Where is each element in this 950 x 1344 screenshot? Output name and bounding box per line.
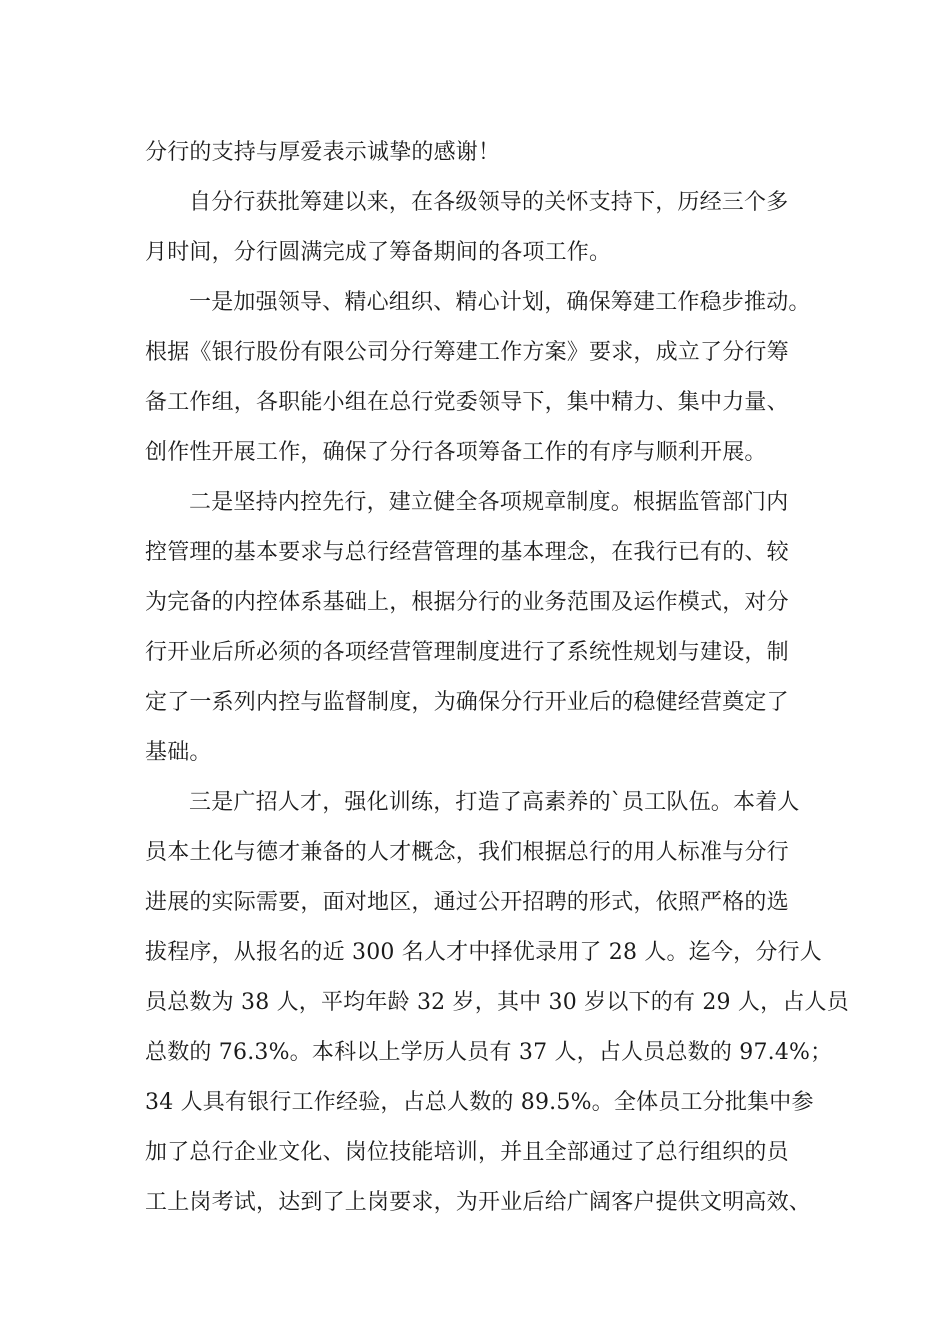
text-line: 控管理的基本要求与总行经营管理的基本理念，在我行已有的、较 [145,540,789,565]
text-line: 月时间，分行圆满完成了筹备期间的各项工作。 [145,240,612,265]
text-line: 二是坚持内控先行，建立健全各项规章制度。根据监管部门内 [189,490,789,515]
text-line: 分行的支持与厚爱表示诚挚的感谢！ [145,140,501,165]
text-line: 三是广招人才，强化训练，打造了高素养的`员工队伍。本着人 [189,790,800,815]
text-line: 员本土化与德才兼备的人才概念，我们根据总行的用人标准与分行 [145,840,789,865]
text-line: 创作性开展工作，确保了分行各项筹备工作的有序与顺利开展。 [145,440,767,465]
text-line: 基础。 [145,740,212,765]
text-line: 根据《银行股份有限公司分行筹建工作方案》要求，成立了分行筹 [145,340,789,365]
text-line: 34 人具有银行工作经验，占总人数的 89.5%。全体员工分批集中参 [145,1090,814,1115]
text-line: 员总数为 38 人，平均年龄 32 岁，其中 30 岁以下的有 29 人，占人员 [145,990,849,1015]
text-line: 一是加强领导、精心组织、精心计划，确保筹建工作稳步推动。 [189,290,811,315]
text-line: 总数的 76.3%。本科以上学历人员有 37 人，占人员总数的 97.4%； [145,1040,833,1065]
text-line: 进展的实际需要，面对地区，通过公开招聘的形式，依照严格的选 [145,890,789,915]
text-line: 自分行获批筹建以来，在各级领导的关怀支持下，历经三个多 [189,190,789,215]
text-line: 为完备的内控体系基础上，根据分行的业务范围及运作模式，对分 [145,590,789,615]
text-line: 定了一系列内控与监督制度，为确保分行开业后的稳健经营奠定了 [145,690,789,715]
text-line: 拔程序，从报名的近 300 名人才中择优录用了 28 人。迄今，分行人 [145,940,822,965]
text-line: 备工作组，各职能小组在总行党委领导下，集中精力、集中力量、 [145,390,789,415]
text-line: 加了总行企业文化、岗位技能培训，并且全部通过了总行组织的员 [145,1140,789,1165]
text-line: 行开业后所必须的各项经营管理制度进行了系统性规划与建设，制 [145,640,789,665]
text-line: 工上岗考试，达到了上岗要求，为开业后给广阔客户提供文明高效、 [145,1190,812,1215]
